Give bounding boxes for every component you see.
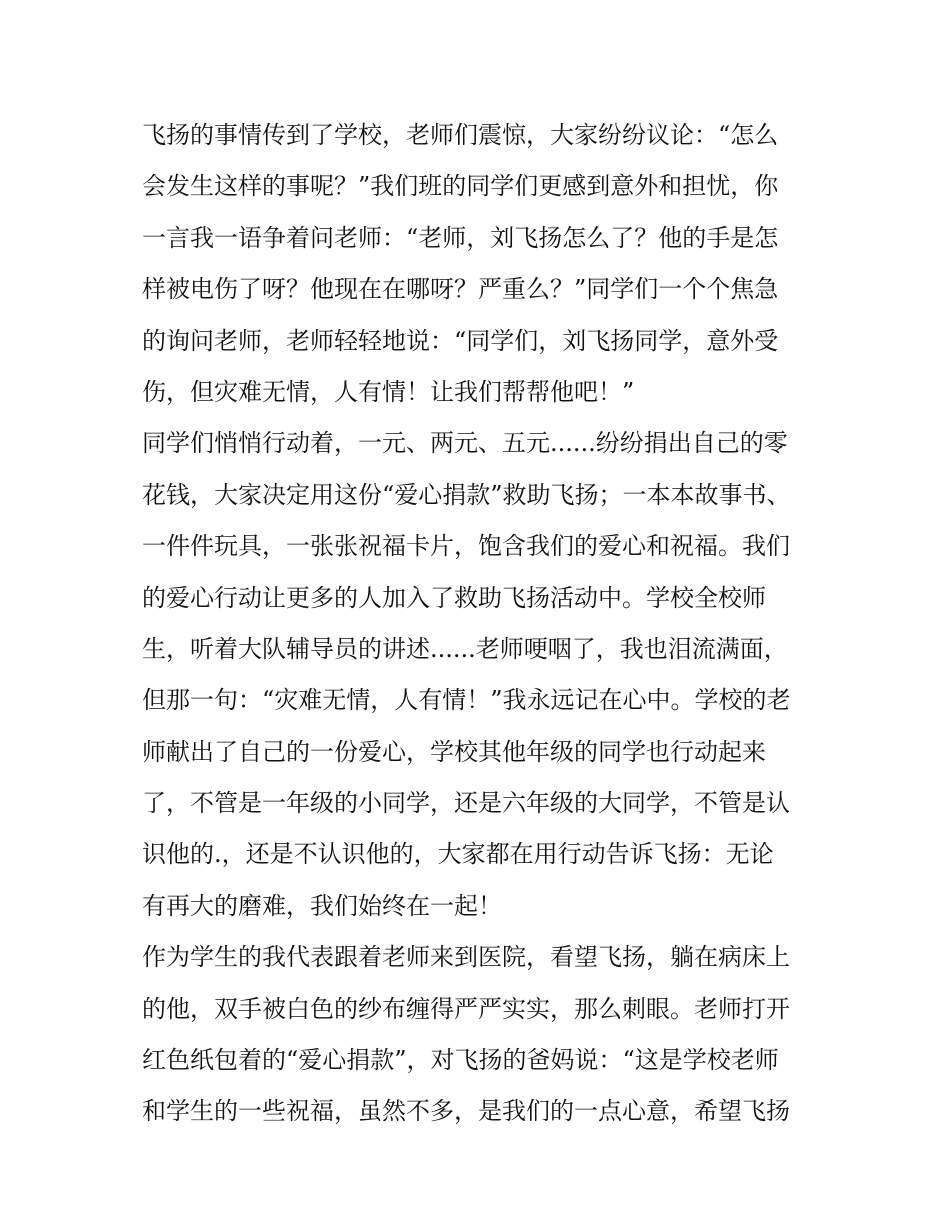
text-line: 一言我一语争着问老师：“老师，刘飞扬怎么了？他的手是怎: [142, 223, 779, 252]
text-line: 识他的.，还是不认识他的，大家都在用行动告诉飞扬：无论: [142, 840, 774, 869]
text-line: 作为学生的我代表跟着老师来到医院，看望飞扬，躺在病床上: [142, 943, 790, 972]
text-line: 伤，但灾难无情，人有情！让我们帮帮他吧！”: [142, 377, 635, 406]
text-line: 的询问老师，老师轻轻地说：“同学们，刘飞扬同学，意外受: [142, 326, 779, 355]
text-line: 但那一句：“灾难无情，人有情！”我永远记在心中。学校的老: [142, 686, 791, 715]
text-line: 飞扬的事情传到了学校，老师们震惊，大家纷纷议论：“怎么: [142, 121, 779, 149]
document-body: [142, 110, 822, 1138]
text-line: 和学生的一些祝福，虽然不多，是我们的一点心意，希望飞扬: [142, 1097, 790, 1126]
text-line: 的他，双手被白色的纱布缠得严严实实，那么刺眼。老师打开: [142, 994, 790, 1023]
text-line: 样被电伤了呀？他现在在哪呀？严重么？”同学们一个个焦急: [142, 275, 779, 304]
text-line: 的爱心行动让更多的人加入了救助飞扬活动中。学校全校师: [142, 583, 766, 612]
text-line: 同学们悄悄行动着，一元、两元、五元......纷纷捐出自己的零: [142, 429, 788, 458]
text-line: 师献出了自己的一份爱心，学校其他年级的同学也行动起来: [142, 737, 766, 766]
text-line: 一件件玩具，一张张祝福卡片，饱含我们的爱心和祝福。我们: [142, 532, 790, 561]
text-line: 了，不管是一年级的小同学，还是六年级的大同学，不管是认: [142, 789, 790, 818]
text-line: 红色纸包着的“爱心捐款”，对飞扬的爸妈说：“这是学校老师: [142, 1046, 779, 1075]
text-line: 会发生这样的事呢？”我们班的同学们更感到意外和担忧，你: [142, 172, 779, 201]
text-line: 花钱，大家决定用这份“爱心捐款”救助飞扬；一本本故事书、: [142, 480, 791, 509]
text-line: 生，听着大队辅导员的讲述......老师哽咽了，我也泪流满面，: [142, 634, 788, 663]
text-line: 有再大的磨难，我们始终在一起！: [142, 891, 502, 920]
